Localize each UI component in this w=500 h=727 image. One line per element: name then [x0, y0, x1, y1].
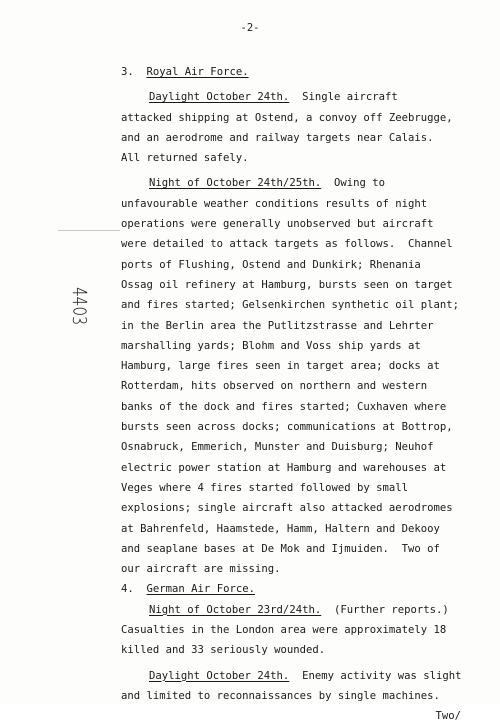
section-title: German Air Force. [146, 583, 255, 596]
paragraph-line: were detailed to attack targets as follows. Channel [121, 238, 453, 251]
page-number: -2- [240, 22, 260, 34]
paragraph-label: Night of October 23rd/24th. [149, 603, 322, 616]
section-title: Royal Air Force. [146, 66, 249, 78]
paragraph-line: Daylight October 24th. Single aircraft [149, 91, 398, 104]
section-number: 3. [121, 66, 134, 78]
margin-rule [58, 230, 120, 231]
paragraph-line: explosions; single aircraft also attacked aerodromes [121, 502, 453, 515]
paragraph-line: at Bahrenfeld, Haamstede, Hamm, Haltern and Dekooy [121, 522, 440, 535]
paragraph-label: Daylight October 24th. [149, 91, 290, 104]
paragraph-line: Night of October 24th/25th. Owing to [149, 177, 385, 190]
paragraph-line: killed and 33 seriously wounded. [121, 644, 326, 657]
paragraph-label: Night of October 24th/25th. [149, 177, 322, 190]
paragraph-line: Casualties in the London area were approximately 18 [121, 624, 447, 637]
paragraph-line: ports of Flushing, Ostend and Dunkirk; Rhenania [121, 258, 421, 271]
section-3-heading [121, 62, 461, 82]
section-number: 4. [121, 583, 134, 596]
paragraph-line: banks of the dock and fires started; Cuxhaven where [121, 400, 447, 413]
catchword: Two/ [435, 710, 461, 723]
paragraph-line: operations were generally unobserved but aircraft [121, 218, 434, 231]
paragraph-line: All returned safely. [121, 152, 249, 165]
paragraph-line: our aircraft are missing. [121, 563, 281, 576]
paragraph-line: and an aerodrome and railway targets near Calais. [121, 131, 434, 144]
paragraph-line: in the Berlin area the Putlitzstrasse and Lehrter [121, 319, 434, 332]
section-4-heading [121, 579, 461, 599]
paragraph-line: bursts seen across docks; communications at Bottrop, [121, 421, 453, 434]
paragraph-line: electric power station at Hamburg and warehouses at [121, 461, 447, 474]
paragraph-line: Hamburg, large fires seen in target area; docks at [121, 360, 440, 373]
paragraph-line: Veges where 4 fires started followed by small [121, 481, 409, 494]
paragraph-line: and limited to reconnaissances by single machines. [121, 689, 440, 702]
paragraph-label: Daylight October 24th. [149, 669, 290, 682]
document-body [121, 62, 461, 727]
paragraph-line: Rotterdam, hits observed on northern and western [121, 380, 428, 393]
paragraph-line: Night of October 23rd/24th. (Further reports.) [149, 603, 449, 616]
paragraph-line: marshalling yards; Blohm and Voss ship yards at [121, 339, 421, 352]
paragraph-line: and fires started; Gelsenkirchen synthetic oil plant; [121, 299, 460, 312]
paragraph-line: unfavourable weather conditions results of night [121, 197, 428, 210]
paragraph-line: and seaplane bases at De Mok and Ijmuiden. Two of [121, 542, 440, 555]
handwritten-stamp-4403 [42, 286, 118, 326]
paragraph-line: Daylight October 24th. Enemy activity was slight [149, 669, 462, 682]
paragraph-line: attacked shipping at Ostend, a convoy off Zeebrugge, [121, 111, 453, 124]
paragraph-line: Osnabruck, Emmerich, Munster and Duisburg; Neuhof [121, 441, 434, 454]
paragraph-line: Ossag oil refinery at Hamburg, bursts seen on target [121, 278, 453, 291]
handwritten-stamp-glyphs [61, 286, 99, 326]
